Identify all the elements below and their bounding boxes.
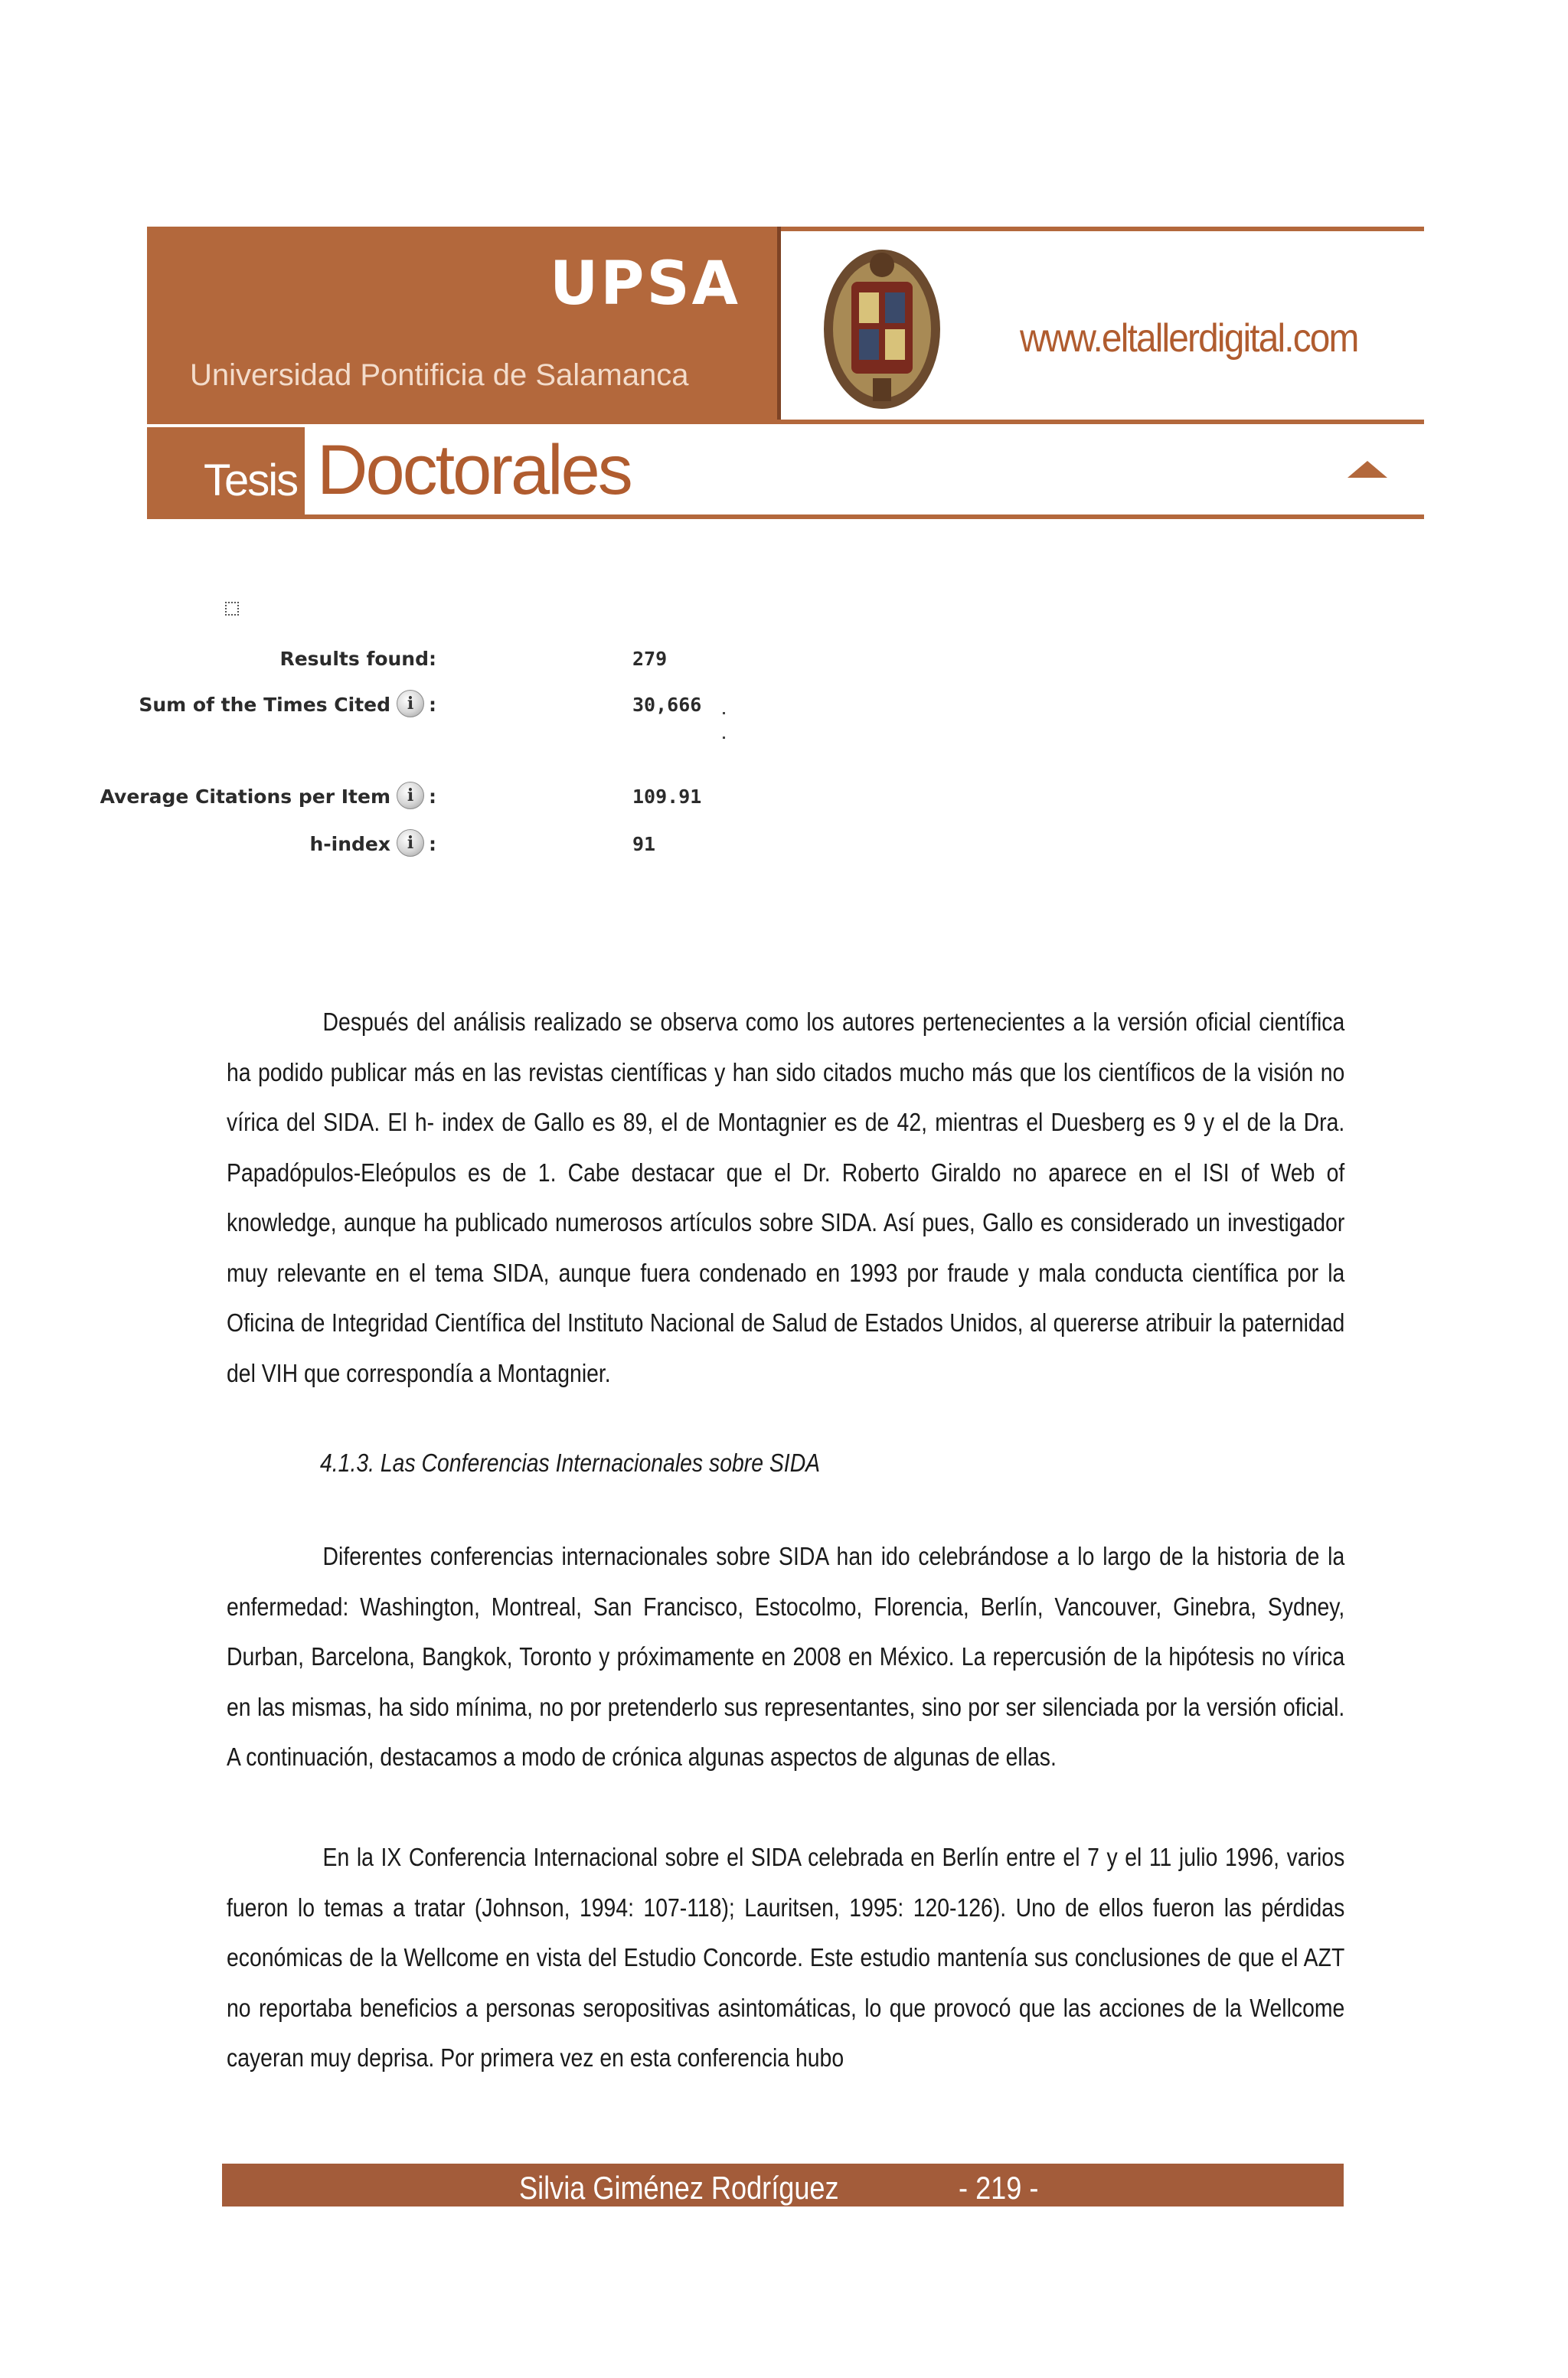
university-name: Universidad Pontificia de Salamanca <box>190 358 689 392</box>
stat-label-text: Sum of the Times Cited <box>139 694 390 716</box>
paragraph-3: En la IX Conferencia Internacional sobre el SIDA celebrada en Berlín entre el 7 y el 11 julio 1996, varios fueron lo temas a tratar (Johnson, 1994: 107-118); Lauritsen, 1995: 120-126). Uno de ellos fueron las pérdidas económicas de la Wellcome en vista del Estudio Concorde. Este estudio mantenía sus conclusiones de que el AZT no reportaba beneficios a personas seropositivas asintomáticas, lo que provocó que las acciones de la Wellcome cayeran muy deprisa. Por primera vez en esta conferencia hubo <box>227 1843 1345 2072</box>
page-footer <box>222 2164 1344 2207</box>
stat-row-average <box>100 786 702 816</box>
stat-colon: : <box>429 786 436 808</box>
stray-dot <box>723 737 725 739</box>
stat-value: 30,666 <box>632 694 702 716</box>
paragraph-2: Diferentes conferencias internacionales sobre SIDA han ido celebrándose a lo largo de la historia de la enfermedad: Washington, Montreal, San Francisco, Estocolmo, Florencia, Berlín, Vancouver, Ginebra, Sydney, Durban, Barcelona, Bangkok, Toronto y próximamente en 2008 en México. La repercusión de la hipótesis no vírica en las mismas, ha sido mínima, no por pretenderlo sus representantes, sino por ser silenciada por la versión oficial. A continuación, destacamos a modo de crónica algunas aspectos de algunas de ellas. <box>227 1542 1345 1771</box>
info-icon[interactable]: i <box>397 690 424 717</box>
website-link[interactable]: www.eltallerdigital.com <box>1020 316 1358 361</box>
stat-label-text: Results found: <box>279 648 436 670</box>
stat-label-text: Average Citations per Item <box>100 786 390 808</box>
upsa-logo-text: UPSA <box>549 250 740 318</box>
stray-dot <box>723 712 725 714</box>
info-icon[interactable]: i <box>397 782 424 809</box>
stat-row-results <box>153 648 689 678</box>
doctorales-title: Doctorales <box>317 431 631 509</box>
university-seal-icon <box>819 243 945 412</box>
stat-label <box>139 694 436 717</box>
banner-rule <box>147 420 1424 424</box>
doctorales-block <box>305 427 1424 519</box>
tesis-label: Tesis <box>204 456 298 505</box>
stat-value: 279 <box>632 648 668 670</box>
stat-row-h-index <box>153 833 689 864</box>
stat-label-text: h-index <box>309 833 390 855</box>
section-heading: 4.1.3. Las Conferencias Internacionales sobre SIDA <box>320 1449 821 1477</box>
info-icon[interactable]: i <box>397 829 424 857</box>
author-name: Silvia Giménez Rodríguez <box>519 2170 839 2206</box>
header-banner <box>147 227 1424 519</box>
checkbox-icon <box>225 602 239 616</box>
stat-value: 91 <box>632 833 656 855</box>
stat-label <box>279 648 436 670</box>
page-number: - 219 - <box>959 2170 1039 2206</box>
stat-colon: : <box>429 694 436 716</box>
tesis-block <box>147 427 305 519</box>
upsa-block <box>147 227 777 420</box>
seal-block <box>781 227 1424 420</box>
stat-row-times-cited <box>139 694 702 724</box>
up-arrow-icon[interactable] <box>1348 461 1387 478</box>
stat-value: 109.91 <box>632 786 702 808</box>
stat-label <box>309 833 436 857</box>
stat-label <box>100 786 436 809</box>
stat-colon: : <box>429 833 436 855</box>
paragraph-1: Después del análisis realizado se observa como los autores pertenecientes a la versión oficial científica ha podido publicar más en las revistas científicas y han sido citados mucho más que los científicos de la visión no vírica del SIDA. El h- index de Gallo es 89, el de Montagnier es de 42, mientras el Duesberg es 9 y el de la Dra. Papadópulos-Eleópulos es de 1. Cabe destacar que el Dr. Roberto Giraldo no aparece en el ISI of Web of knowledge, aunque ha publicado numerosos artículos sobre SIDA. Así pues, Gallo es considerado un investigador muy relevante en el tema SIDA, aunque fuera condenado en 1993 por fraude y mala conducta científica por la Oficina de Integridad Científica del Instituto Nacional de Salud de Estados Unidos, al quererse atribuir la paternidad del VIH que correspondía a Montagnier. <box>227 1008 1345 1387</box>
